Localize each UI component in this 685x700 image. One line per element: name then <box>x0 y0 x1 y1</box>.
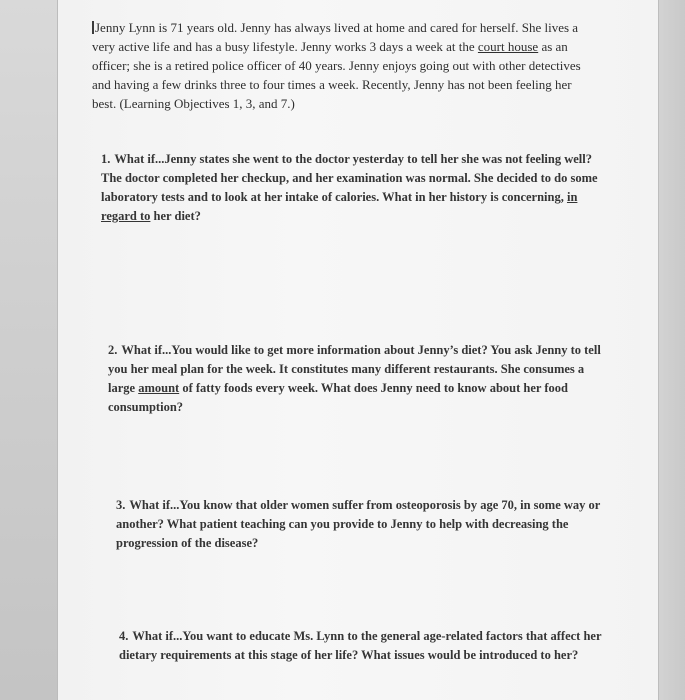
question-text-end: her diet? <box>150 209 201 223</box>
question-1 <box>101 150 601 226</box>
question-number: 1. <box>101 152 111 166</box>
question-4 <box>119 627 619 665</box>
question-text: What if...Jenny states she went to the doctor yesterday to tell her she was not feeling well? The doctor completed her checkup, and her examination was normal. She decided to do some laboratory tests and to look at her intake of calories. What in her history is concerning, <box>101 152 598 204</box>
question-2 <box>108 341 608 417</box>
case-intro-paragraph <box>92 18 592 113</box>
question-text: What if...You want to educate Ms. Lynn to the general age-related factors that affect her dietary requirements at this stage of her life? What issues would be introduced to her? <box>119 629 602 662</box>
page-edge <box>658 0 685 700</box>
question-number: 3. <box>116 498 126 512</box>
question-underlined-word: amount <box>138 381 180 395</box>
question-text-end: of fatty foods every week. What does Jenny need to know about her food consumption? <box>108 381 568 414</box>
question-text: What if...You know that older women suffer from osteoporosis by age 70, in some way or another? What patient teaching can you provide to Jenny to help with decreasing the progression of the disease? <box>116 498 601 550</box>
question-3 <box>116 496 616 553</box>
intro-text-part2: as an officer; she is a retired police officer of 40 years. Jenny enjoys going out with other detectives and having a few drinks three to four times a week. Recently, Jenny has not been feeling her best. (Learning Objectives 1, 3, and 7.) <box>92 39 581 111</box>
question-underlined-phrase: in regard to <box>101 190 578 223</box>
intro-underlined-court-house: court house <box>477 39 539 54</box>
intro-text-part1: Jenny Lynn is 71 years old. Jenny has always lived at home and cared for herself. She lives a very active life and has a busy lifestyle. Jenny works 3 days a week at the <box>92 20 579 54</box>
text-cursor <box>92 21 94 34</box>
question-number: 4. <box>119 629 129 643</box>
question-number: 2. <box>108 343 118 357</box>
question-text: What if...You would like to get more information about Jenny’s diet? You ask Jenny to tell you her meal plan for the week. It constitutes many different restaurants. She consumes a large <box>108 343 601 395</box>
